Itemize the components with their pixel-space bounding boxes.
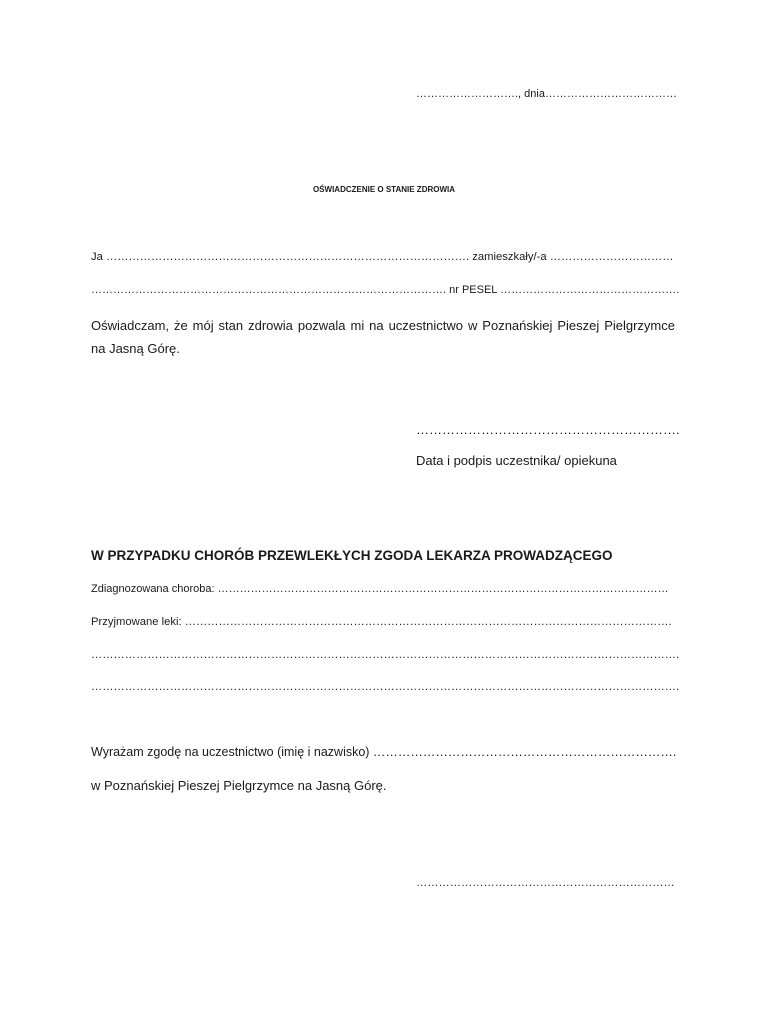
consent-line: Wyrażam zgodę na uczestnictwo (imię i nazwisko) ………………………………………………………………. (91, 745, 677, 759)
doctor-section-title: W PRZYPADKU CHORÓB PRZEWLEKŁYCH ZGODA LEKARZA PROWADZĄCEGO (91, 548, 613, 563)
blank-line-1: …………………………………………………………………………………………………………………………………………. (91, 649, 680, 661)
statement-title: OŚWIADCZENIE O STANIE ZDROWIA (312, 185, 456, 194)
participant-signature-label: Data i podpis uczestnika/ opiekuna (416, 453, 617, 468)
consent-line-2: w Poznańskiej Pieszej Pielgrzymce na Jasną Górę. (91, 778, 387, 793)
pesel-line: ……………………………………………………………………………………. nr PESEL …………………………………………. (91, 284, 680, 296)
diagnosis-line: Zdiagnozowana choroba: …………………………………………………………………………………………………………… (91, 583, 669, 595)
statement-body: Oświadczam, że mój stan zdrowia pozwala mi na uczestnictwo w Poznańskiej Pieszej Pielgrzymce na Jasną Górę. (91, 318, 675, 356)
participant-signature-dots: ……………………………………………………. (416, 422, 680, 437)
doctor-signature-dots: …………………………………………………………… (416, 877, 675, 889)
place-date-line: ………………………., dnia……………………………… (416, 88, 677, 100)
blank-line-2: …………………………………………………………………………………………………………………………………………. (91, 681, 680, 693)
name-address-line: Ja ……………………………………………………………………………………. zamieszkały/-a …………………………… (91, 251, 674, 263)
medication-line: Przyjmowane leki: …………………………………………………………………………………………………………………. (91, 616, 672, 628)
